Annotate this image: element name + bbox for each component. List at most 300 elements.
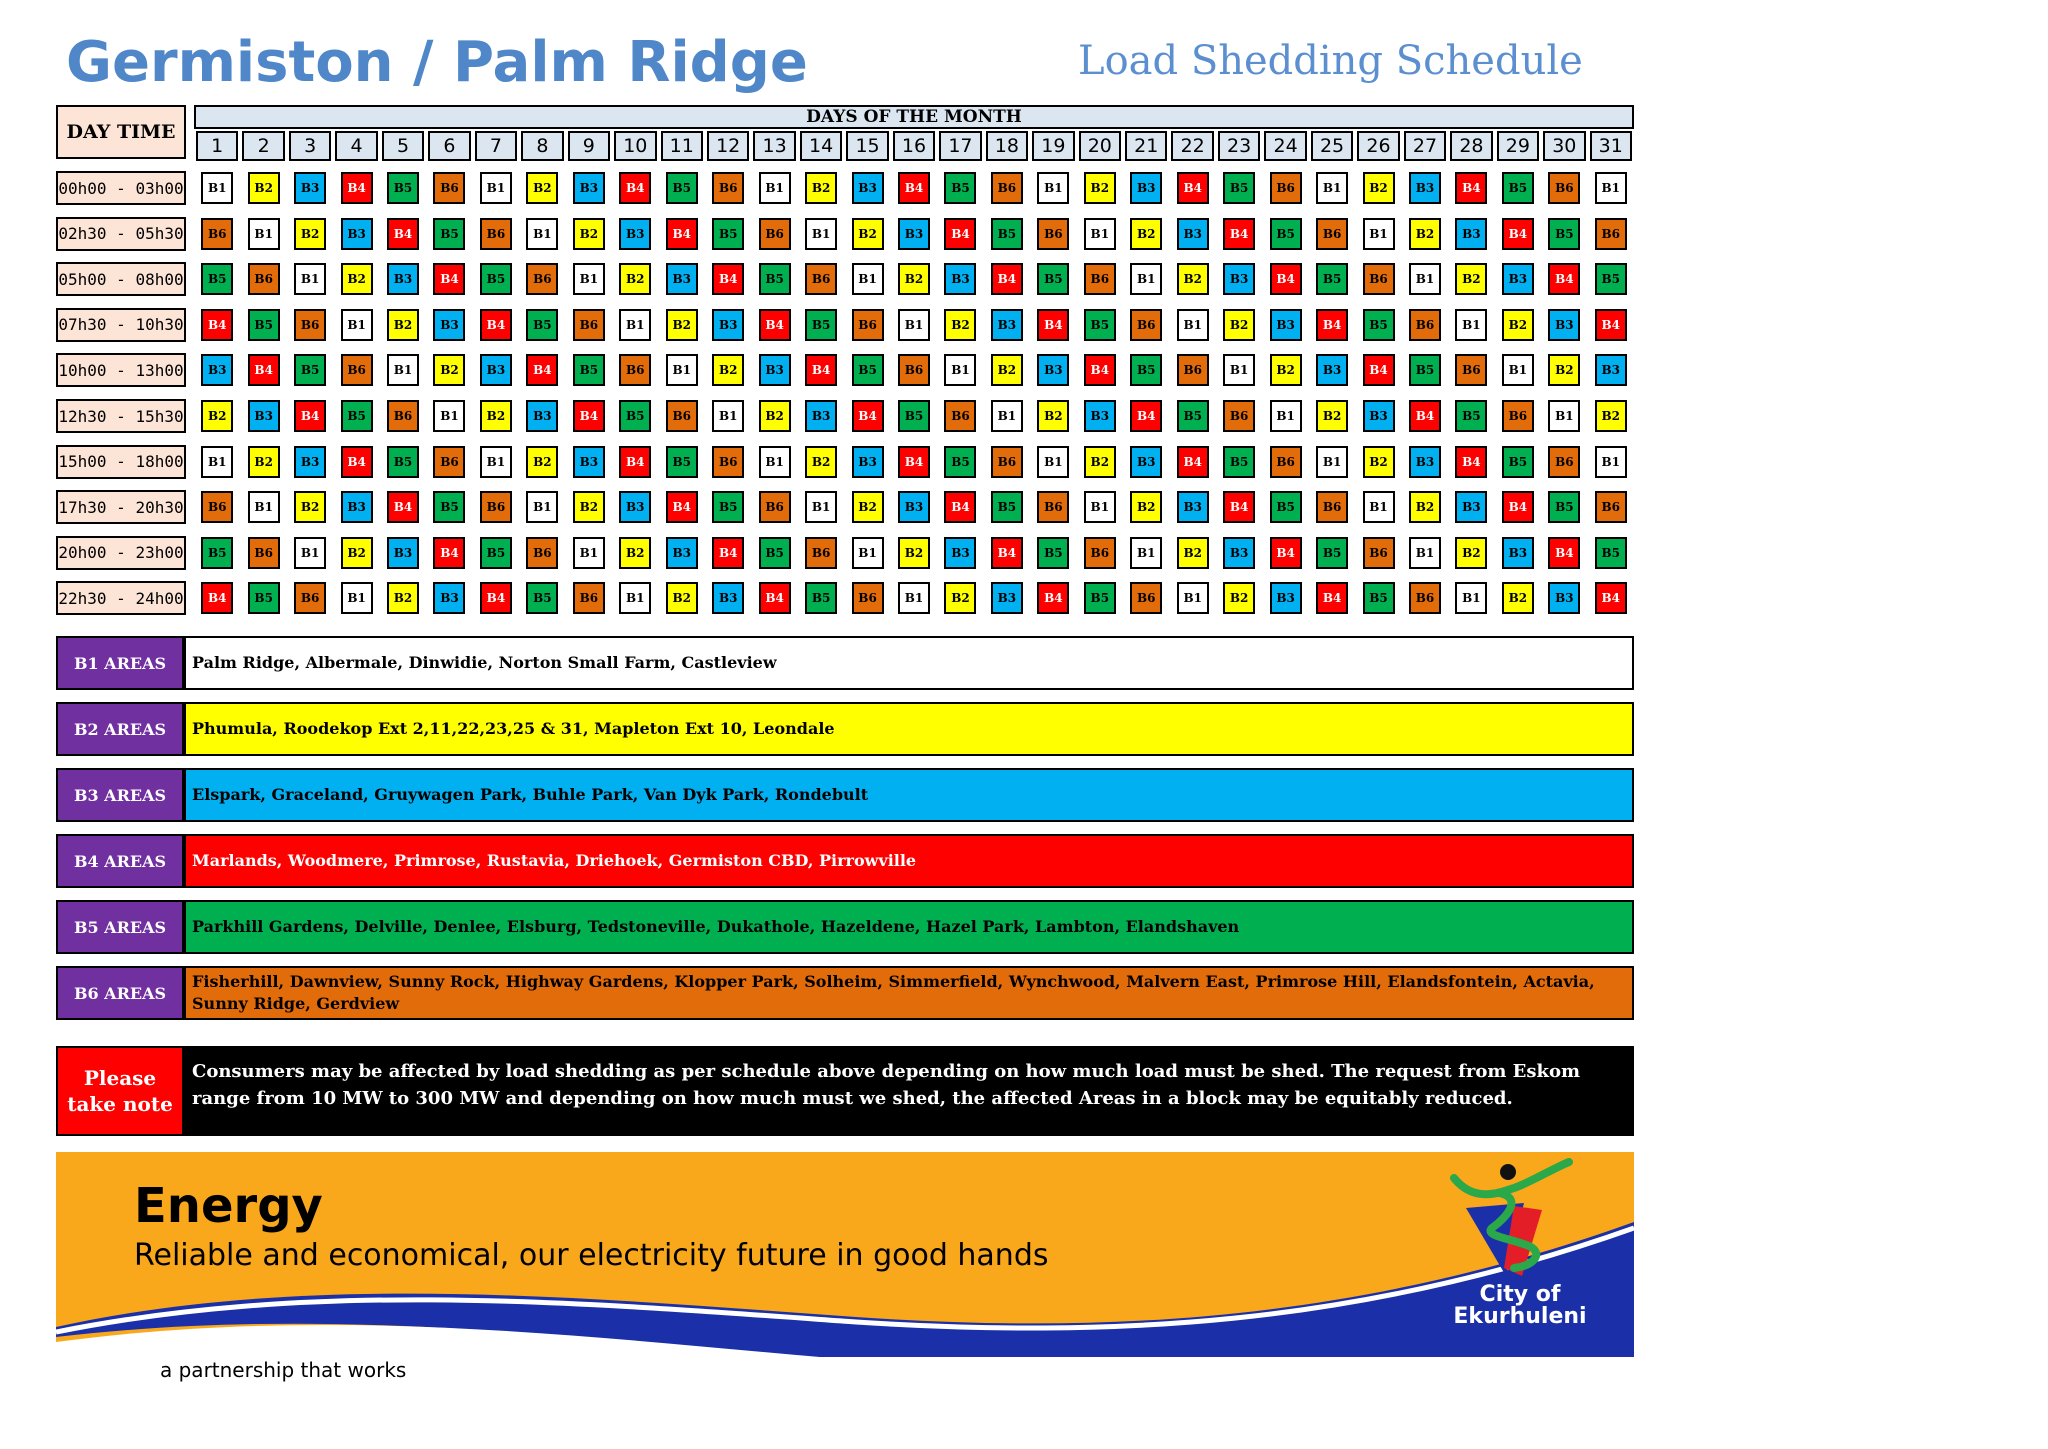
block-cell: B4: [1548, 537, 1580, 569]
block-cell: B2: [759, 400, 791, 432]
block-cell: B4: [712, 537, 744, 569]
block-cell: B3: [1037, 354, 1069, 386]
block-cell: B2: [1455, 537, 1487, 569]
block-cell: B5: [619, 400, 651, 432]
block-cell: B4: [991, 537, 1023, 569]
page-title: Germiston / Palm Ridge: [66, 30, 808, 95]
block-cell: B4: [1595, 309, 1627, 341]
block-cell: B6: [1595, 218, 1627, 250]
block-cell: B6: [433, 172, 465, 204]
block-cell: B2: [898, 537, 930, 569]
page-subtitle: Load Shedding Schedule: [1078, 38, 1583, 84]
block-cell: B2: [573, 218, 605, 250]
block-cell: B5: [1223, 172, 1255, 204]
day-number-18: 18: [986, 131, 1028, 161]
block-cell: B1: [619, 309, 651, 341]
block-cell: B4: [1409, 400, 1441, 432]
block-cell: B1: [1595, 446, 1627, 478]
block-cell: B3: [1595, 354, 1627, 386]
block-cell: B3: [898, 218, 930, 250]
block-cell: B4: [944, 491, 976, 523]
block-cell: B1: [294, 537, 326, 569]
block-cell: B3: [1455, 491, 1487, 523]
city-logo-line1: City of: [1479, 1282, 1561, 1307]
block-cell: B3: [1409, 446, 1441, 478]
time-slot-label: 17h30 - 20h30: [56, 490, 186, 524]
block-cell: B3: [1502, 537, 1534, 569]
banner-tagline: Reliable and economical, our electricity future in good hands: [134, 1238, 1049, 1273]
block-cell: B3: [712, 582, 744, 614]
block-cell: B2: [1037, 400, 1069, 432]
block-cell: B1: [805, 491, 837, 523]
block-cell: B1: [1223, 354, 1255, 386]
block-cell: B1: [1130, 537, 1162, 569]
block-cell: B1: [526, 491, 558, 523]
area-row-b3: [56, 768, 1634, 822]
block-cell: B5: [1316, 263, 1348, 295]
block-cell: B3: [1270, 582, 1302, 614]
time-slot-label: 10h00 - 13h00: [56, 353, 186, 387]
block-cell: B6: [341, 354, 373, 386]
block-cell: B4: [1223, 218, 1255, 250]
block-cell: B6: [1502, 400, 1534, 432]
block-cell: B1: [1270, 400, 1302, 432]
block-cell: B6: [852, 309, 884, 341]
block-cell: B6: [1270, 446, 1302, 478]
area-label: B4 AREAS: [56, 834, 184, 888]
day-number-20: 20: [1079, 131, 1121, 161]
block-cell: B2: [573, 491, 605, 523]
day-number-29: 29: [1497, 131, 1539, 161]
block-cell: B1: [526, 218, 558, 250]
block-cell: B2: [248, 446, 280, 478]
day-number-21: 21: [1125, 131, 1167, 161]
time-slot-label: 07h30 - 10h30: [56, 308, 186, 342]
block-cell: B3: [433, 309, 465, 341]
block-cell: B3: [1363, 400, 1395, 432]
block-cell: B5: [1084, 309, 1116, 341]
block-cell: B4: [619, 172, 651, 204]
area-label: B2 AREAS: [56, 702, 184, 756]
block-cell: B6: [991, 446, 1023, 478]
block-cell: B5: [1548, 491, 1580, 523]
block-cell: B2: [341, 537, 373, 569]
block-cell: B3: [1316, 354, 1348, 386]
block-cell: B4: [201, 309, 233, 341]
block-cell: B2: [1409, 491, 1441, 523]
block-cell: B6: [526, 537, 558, 569]
block-cell: B5: [1548, 218, 1580, 250]
block-cell: B6: [1595, 491, 1627, 523]
block-cell: B4: [480, 309, 512, 341]
block-cell: B4: [341, 172, 373, 204]
block-cell: B6: [898, 354, 930, 386]
day-number-17: 17: [939, 131, 981, 161]
block-cell: B5: [712, 491, 744, 523]
block-cell: B6: [805, 263, 837, 295]
block-cell: B4: [1455, 446, 1487, 478]
block-cell: B6: [991, 172, 1023, 204]
block-cell: B4: [1037, 309, 1069, 341]
block-cell: B4: [1270, 537, 1302, 569]
block-cell: B6: [480, 491, 512, 523]
block-cell: B5: [201, 263, 233, 295]
city-logo-icon: [1444, 1158, 1594, 1288]
block-cell: B3: [852, 172, 884, 204]
block-cell: B6: [1455, 354, 1487, 386]
day-number-22: 22: [1171, 131, 1213, 161]
block-cell: B6: [712, 172, 744, 204]
block-cell: B5: [1270, 491, 1302, 523]
block-cell: B4: [387, 491, 419, 523]
block-cell: B1: [666, 354, 698, 386]
block-cell: B3: [944, 537, 976, 569]
block-cell: B4: [248, 354, 280, 386]
block-cell: B2: [1409, 218, 1441, 250]
time-slot-label: 00h00 - 03h00: [56, 171, 186, 205]
block-cell: B3: [619, 491, 651, 523]
daytime-header: DAY TIME: [56, 105, 186, 159]
note-label: Please take note: [56, 1046, 184, 1136]
block-cell: B4: [1037, 582, 1069, 614]
block-cell: B1: [1084, 218, 1116, 250]
block-cell: B3: [759, 354, 791, 386]
day-number-4: 4: [335, 131, 377, 161]
block-cell: B3: [944, 263, 976, 295]
block-cell: B2: [1363, 446, 1395, 478]
block-cell: B5: [1595, 537, 1627, 569]
area-row-b2: [56, 702, 1634, 756]
area-label: B5 AREAS: [56, 900, 184, 954]
block-cell: B6: [573, 309, 605, 341]
block-cell: B5: [1130, 354, 1162, 386]
block-cell: B4: [712, 263, 744, 295]
block-cell: B3: [294, 172, 326, 204]
block-cell: B1: [1316, 446, 1348, 478]
day-number-8: 8: [521, 131, 563, 161]
block-cell: B5: [1270, 218, 1302, 250]
block-cell: B2: [1363, 172, 1395, 204]
block-cell: B3: [1177, 491, 1209, 523]
block-cell: B1: [1595, 172, 1627, 204]
block-cell: B5: [1363, 309, 1395, 341]
block-cell: B6: [852, 582, 884, 614]
block-cell: B4: [759, 582, 791, 614]
block-cell: B3: [1548, 582, 1580, 614]
block-cell: B3: [1409, 172, 1441, 204]
block-cell: B3: [852, 446, 884, 478]
block-cell: B3: [294, 446, 326, 478]
block-cell: B1: [1177, 309, 1209, 341]
block-cell: B5: [387, 446, 419, 478]
block-cell: B6: [619, 354, 651, 386]
block-cell: B6: [201, 218, 233, 250]
block-cell: B3: [666, 537, 698, 569]
block-cell: B3: [341, 218, 373, 250]
area-row-b5: [56, 900, 1634, 954]
block-cell: B4: [805, 354, 837, 386]
block-cell: B2: [294, 491, 326, 523]
block-cell: B4: [619, 446, 651, 478]
block-cell: B5: [991, 218, 1023, 250]
block-cell: B5: [1177, 400, 1209, 432]
block-cell: B3: [666, 263, 698, 295]
day-number-1: 1: [196, 131, 238, 161]
block-cell: B4: [1502, 218, 1534, 250]
block-cell: B6: [387, 400, 419, 432]
block-cell: B6: [1223, 400, 1255, 432]
block-cell: B6: [480, 218, 512, 250]
block-cell: B6: [248, 263, 280, 295]
day-number-7: 7: [475, 131, 517, 161]
block-cell: B3: [526, 400, 558, 432]
block-cell: B4: [1316, 309, 1348, 341]
block-cell: B2: [526, 446, 558, 478]
block-cell: B3: [805, 400, 837, 432]
block-cell: B4: [1130, 400, 1162, 432]
day-number-14: 14: [800, 131, 842, 161]
block-cell: B1: [1316, 172, 1348, 204]
block-cell: B1: [341, 582, 373, 614]
block-cell: B1: [991, 400, 1023, 432]
block-cell: B1: [898, 309, 930, 341]
block-cell: B4: [759, 309, 791, 341]
block-cell: B2: [1502, 582, 1534, 614]
block-cell: B6: [1037, 491, 1069, 523]
block-cell: B1: [759, 446, 791, 478]
block-cell: B3: [991, 309, 1023, 341]
block-cell: B4: [1270, 263, 1302, 295]
block-cell: B4: [898, 446, 930, 478]
block-cell: B3: [1270, 309, 1302, 341]
block-cell: B3: [991, 582, 1023, 614]
block-cell: B2: [294, 218, 326, 250]
block-cell: B3: [1548, 309, 1580, 341]
block-cell: B1: [201, 172, 233, 204]
block-cell: B3: [1223, 263, 1255, 295]
day-number-25: 25: [1311, 131, 1353, 161]
block-cell: B1: [201, 446, 233, 478]
block-cell: B3: [898, 491, 930, 523]
block-cell: B1: [898, 582, 930, 614]
day-number-27: 27: [1404, 131, 1446, 161]
block-cell: B5: [944, 446, 976, 478]
block-cell: B6: [1130, 582, 1162, 614]
block-cell: B2: [1177, 263, 1209, 295]
block-cell: B3: [1455, 218, 1487, 250]
block-cell: B3: [573, 172, 605, 204]
block-cell: B5: [712, 218, 744, 250]
block-cell: B1: [1130, 263, 1162, 295]
block-cell: B6: [1548, 172, 1580, 204]
city-logo-line2: Ekurhuleni: [1453, 1304, 1587, 1329]
block-cell: B6: [573, 582, 605, 614]
block-cell: B1: [759, 172, 791, 204]
block-cell: B4: [852, 400, 884, 432]
block-cell: B6: [1084, 537, 1116, 569]
block-cell: B2: [991, 354, 1023, 386]
time-slot-label: 02h30 - 05h30: [56, 217, 186, 251]
block-cell: B2: [1223, 582, 1255, 614]
block-cell: B5: [248, 582, 280, 614]
block-cell: B4: [1548, 263, 1580, 295]
block-cell: B5: [759, 263, 791, 295]
block-cell: B2: [805, 446, 837, 478]
block-cell: B2: [1223, 309, 1255, 341]
block-cell: B5: [387, 172, 419, 204]
day-number-9: 9: [568, 131, 610, 161]
block-cell: B2: [526, 172, 558, 204]
block-cell: B2: [1455, 263, 1487, 295]
block-cell: B1: [573, 537, 605, 569]
block-cell: B1: [1548, 400, 1580, 432]
block-cell: B6: [759, 491, 791, 523]
block-cell: B5: [1455, 400, 1487, 432]
block-cell: B5: [1037, 537, 1069, 569]
block-cell: B1: [1037, 172, 1069, 204]
block-cell: B2: [248, 172, 280, 204]
block-cell: B3: [573, 446, 605, 478]
day-number-15: 15: [846, 131, 888, 161]
block-cell: B4: [666, 491, 698, 523]
block-cell: B3: [1084, 400, 1116, 432]
block-cell: B4: [1177, 172, 1209, 204]
day-number-26: 26: [1357, 131, 1399, 161]
block-cell: B5: [433, 491, 465, 523]
block-cell: B2: [944, 582, 976, 614]
block-cell: B5: [1595, 263, 1627, 295]
time-slot-label: 12h30 - 15h30: [56, 399, 186, 433]
day-number-24: 24: [1264, 131, 1306, 161]
block-cell: B2: [666, 582, 698, 614]
block-cell: B5: [666, 446, 698, 478]
block-cell: B3: [1502, 263, 1534, 295]
block-cell: B6: [944, 400, 976, 432]
block-cell: B6: [1270, 172, 1302, 204]
block-cell: B6: [1548, 446, 1580, 478]
block-cell: B3: [248, 400, 280, 432]
block-cell: B4: [898, 172, 930, 204]
block-cell: B2: [1270, 354, 1302, 386]
block-cell: B3: [1223, 537, 1255, 569]
block-cell: B4: [1363, 354, 1395, 386]
block-cell: B3: [387, 537, 419, 569]
block-cell: B6: [1409, 582, 1441, 614]
block-cell: B4: [573, 400, 605, 432]
area-row-b6: [56, 966, 1634, 1020]
days-of-month-header: DAYS OF THE MONTH: [194, 105, 1634, 129]
block-cell: B6: [1409, 309, 1441, 341]
block-cell: B2: [341, 263, 373, 295]
block-cell: B2: [1130, 218, 1162, 250]
block-cell: B5: [805, 582, 837, 614]
block-cell: B3: [1130, 446, 1162, 478]
block-cell: B5: [944, 172, 976, 204]
block-cell: B3: [712, 309, 744, 341]
day-number-12: 12: [707, 131, 749, 161]
block-cell: B2: [619, 263, 651, 295]
block-cell: B6: [1363, 537, 1395, 569]
partnership-slogan: a partnership that works: [160, 1358, 407, 1382]
block-cell: B5: [341, 400, 373, 432]
block-cell: B2: [201, 400, 233, 432]
day-number-2: 2: [242, 131, 284, 161]
block-cell: B6: [712, 446, 744, 478]
day-number-31: 31: [1590, 131, 1632, 161]
area-list-text: Marlands, Woodmere, Primrose, Rustavia, Driehoek, Germiston CBD, Pirrowville: [184, 834, 1634, 888]
block-cell: B6: [1177, 354, 1209, 386]
block-cell: B2: [1316, 400, 1348, 432]
day-number-5: 5: [382, 131, 424, 161]
block-cell: B4: [1502, 491, 1534, 523]
block-cell: B6: [1130, 309, 1162, 341]
time-slot-label: 22h30 - 24h00: [56, 581, 186, 615]
block-cell: B4: [944, 218, 976, 250]
block-cell: B1: [433, 400, 465, 432]
block-cell: B5: [294, 354, 326, 386]
block-cell: B2: [712, 354, 744, 386]
day-number-10: 10: [614, 131, 656, 161]
block-cell: B4: [1595, 582, 1627, 614]
day-number-13: 13: [753, 131, 795, 161]
day-number-30: 30: [1543, 131, 1585, 161]
block-cell: B5: [759, 537, 791, 569]
day-number-row: [194, 131, 1634, 163]
block-cell: B3: [387, 263, 419, 295]
block-cell: B4: [526, 354, 558, 386]
block-cell: B2: [387, 582, 419, 614]
block-cell: B2: [944, 309, 976, 341]
day-number-23: 23: [1218, 131, 1260, 161]
area-label: B6 AREAS: [56, 966, 184, 1020]
block-cell: B2: [1130, 491, 1162, 523]
block-cell: B1: [1409, 537, 1441, 569]
block-cell: B2: [852, 218, 884, 250]
block-cell: B1: [480, 172, 512, 204]
block-cell: B5: [526, 582, 558, 614]
block-cell: B5: [1363, 582, 1395, 614]
block-cell: B6: [248, 537, 280, 569]
block-cell: B3: [1130, 172, 1162, 204]
block-cell: B5: [666, 172, 698, 204]
day-number-16: 16: [893, 131, 935, 161]
area-list-text: Parkhill Gardens, Delville, Denlee, Elsburg, Tedstoneville, Dukathole, Hazeldene, Hazel Park, Lambton, Elandshaven: [184, 900, 1634, 954]
area-list-text: Elspark, Graceland, Gruywagen Park, Buhle Park, Van Dyk Park, Rondebult: [184, 768, 1634, 822]
block-cell: B5: [573, 354, 605, 386]
note-text: Consumers may be affected by load shedding as per schedule above depending on how much load must be shed. The request from Eskom range from 10 MW to 300 MW and depending on how much must we shed, the affected Areas in a block may be equitably reduced.: [184, 1046, 1634, 1136]
block-cell: B5: [898, 400, 930, 432]
block-cell: B5: [852, 354, 884, 386]
block-cell: B3: [1177, 218, 1209, 250]
block-cell: B1: [1502, 354, 1534, 386]
block-cell: B1: [852, 537, 884, 569]
block-cell: B2: [1084, 172, 1116, 204]
block-cell: B1: [852, 263, 884, 295]
block-cell: B4: [991, 263, 1023, 295]
area-row-b1: [56, 636, 1634, 690]
block-cell: B6: [666, 400, 698, 432]
block-cell: B1: [805, 218, 837, 250]
day-number-6: 6: [428, 131, 470, 161]
block-cell: B4: [294, 400, 326, 432]
block-cell: B6: [294, 309, 326, 341]
block-cell: B2: [898, 263, 930, 295]
block-cell: B2: [1548, 354, 1580, 386]
block-cell: B6: [1037, 218, 1069, 250]
block-cell: B4: [666, 218, 698, 250]
block-cell: B4: [387, 218, 419, 250]
block-cell: B1: [1363, 218, 1395, 250]
